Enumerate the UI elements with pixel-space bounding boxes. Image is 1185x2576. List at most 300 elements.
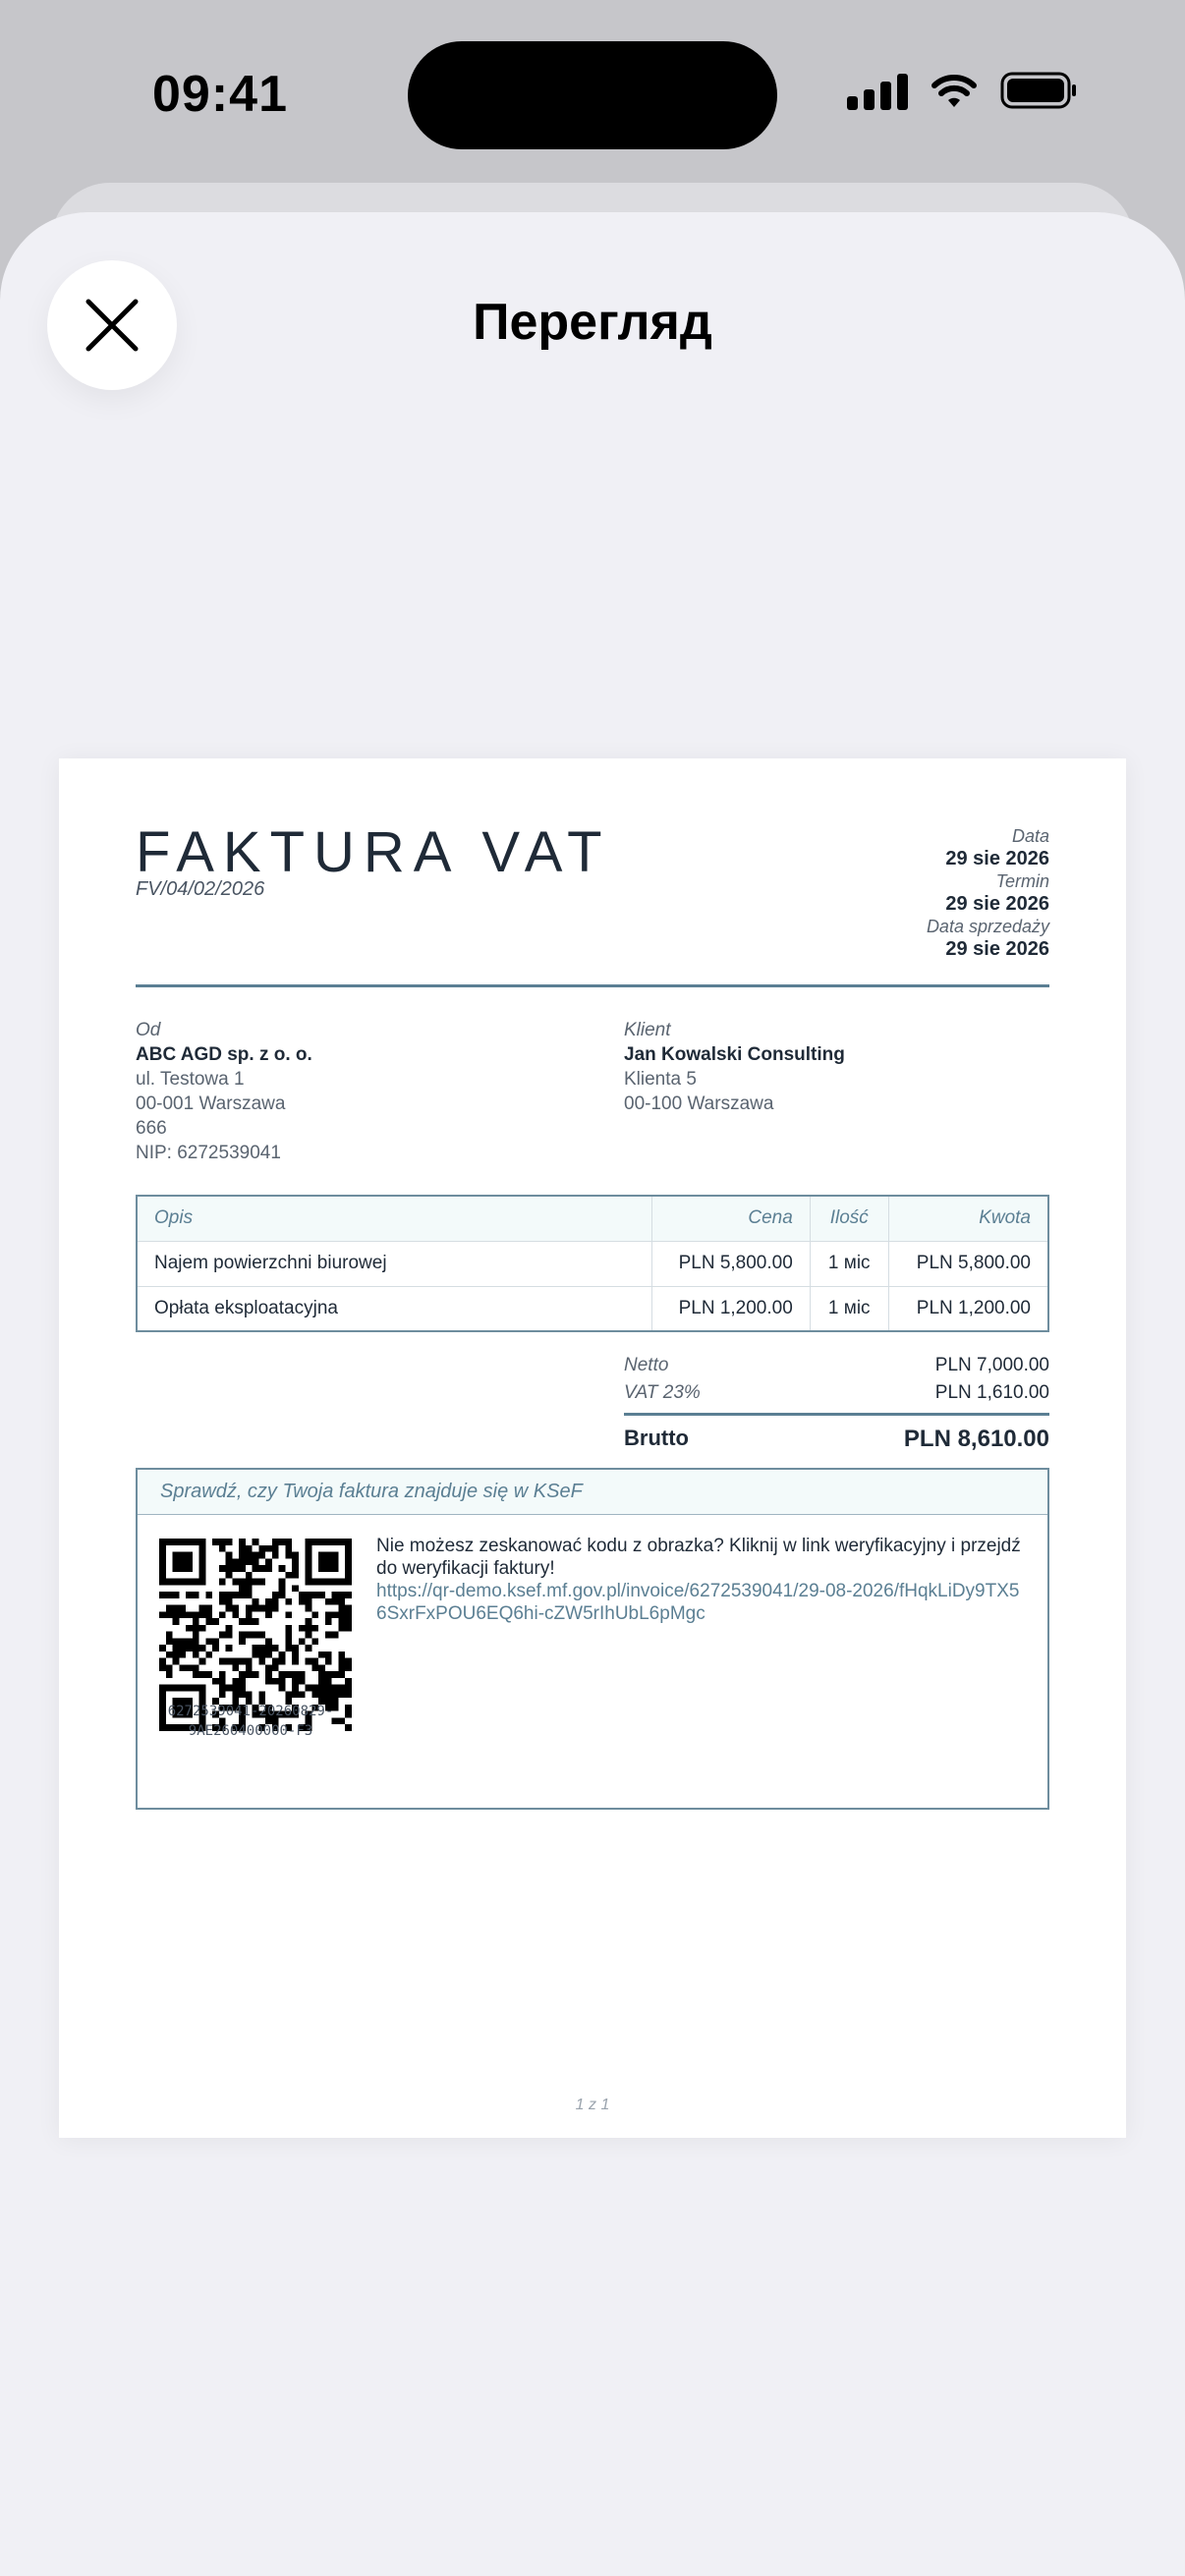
qr-module <box>186 1579 193 1586</box>
qr-module <box>173 1611 180 1618</box>
qr-module <box>239 1539 246 1545</box>
qr-module <box>193 1632 199 1639</box>
qr-module <box>311 1658 318 1665</box>
qr-module <box>272 1552 279 1559</box>
qr-module <box>199 1565 206 1572</box>
qr-module <box>279 1539 286 1545</box>
qr-module <box>258 1545 265 1552</box>
column-header-amount: Kwota <box>888 1196 1048 1241</box>
qr-module <box>272 1598 279 1605</box>
qr-module <box>239 1671 246 1678</box>
qr-module <box>199 1685 206 1692</box>
qr-module <box>159 1658 166 1665</box>
qr-module <box>199 1539 206 1545</box>
qr-module <box>318 1539 325 1545</box>
qr-module <box>265 1652 272 1658</box>
qr-module <box>205 1652 212 1658</box>
item-quantity: 1 міс <box>810 1241 888 1286</box>
brutto-value: PLN 8,610.00 <box>903 1426 1049 1452</box>
qr-module <box>166 1611 173 1618</box>
qr-module <box>338 1671 345 1678</box>
qr-module <box>193 1592 199 1598</box>
qr-module <box>292 1645 299 1652</box>
qr-module <box>345 1545 352 1552</box>
totals-divider <box>624 1413 1049 1416</box>
qr-module <box>272 1678 279 1685</box>
qr-module <box>232 1664 239 1671</box>
qr-module <box>205 1592 212 1598</box>
qr-module <box>186 1592 193 1598</box>
qr-module <box>338 1658 345 1665</box>
qr-module <box>246 1572 253 1579</box>
qr-module <box>246 1545 253 1552</box>
qr-module <box>179 1611 186 1618</box>
netto-row <box>624 1352 1049 1379</box>
qr-module <box>193 1539 199 1545</box>
qr-module <box>299 1625 306 1632</box>
qr-module <box>186 1638 193 1645</box>
qr-module <box>199 1579 206 1586</box>
qr-module <box>272 1592 279 1598</box>
verification-link[interactable]: https://qr-demo.ksef.mf.gov.pl/invoice/6272539041/29-08-2026/fHqkLiDy9TX56SxrFxPOU6EQ6hi-cZW5rIhUbL6pMgc <box>376 1581 1020 1624</box>
qr-module <box>325 1685 332 1692</box>
qr-module <box>325 1658 332 1665</box>
qr-module <box>173 1539 180 1545</box>
qr-module <box>232 1579 239 1586</box>
seller-name: ABC AGD sp. z o. o. <box>136 1044 312 1065</box>
item-amount: PLN 5,800.00 <box>888 1241 1048 1286</box>
qr-module <box>179 1605 186 1612</box>
qr-module <box>345 1605 352 1612</box>
qr-module <box>265 1565 272 1572</box>
qr-module <box>306 1579 312 1586</box>
qr-module <box>159 1645 166 1652</box>
qr-module <box>226 1632 233 1639</box>
table-header-row <box>137 1196 1048 1241</box>
qr-module <box>199 1645 206 1652</box>
date-value: 29 sie 2026 <box>945 848 1049 869</box>
qr-module <box>226 1625 233 1632</box>
qr-module <box>332 1632 339 1639</box>
qr-module <box>199 1658 206 1665</box>
qr-module <box>166 1652 173 1658</box>
qr-caption-line: 6272539041-20260829- <box>167 1704 334 1719</box>
qr-module <box>212 1638 219 1645</box>
qr-module <box>199 1671 206 1678</box>
qr-module <box>311 1539 318 1545</box>
qr-module <box>246 1691 253 1698</box>
qr-module <box>253 1552 259 1559</box>
qr-module <box>285 1638 292 1645</box>
qr-module <box>325 1552 332 1559</box>
qr-module <box>232 1558 239 1565</box>
qr-module <box>292 1558 299 1565</box>
qr-module <box>338 1598 345 1605</box>
qr-module <box>179 1565 186 1572</box>
qr-module <box>199 1605 206 1612</box>
qr-module <box>345 1539 352 1545</box>
qr-module <box>193 1685 199 1692</box>
qr-module <box>345 1592 352 1598</box>
item-quantity: 1 міс <box>810 1286 888 1331</box>
table-row <box>137 1241 1048 1286</box>
qr-module <box>173 1552 180 1559</box>
qr-module <box>159 1579 166 1586</box>
qr-module <box>332 1592 339 1598</box>
netto-label: Netto <box>624 1355 669 1375</box>
qr-module <box>173 1605 180 1612</box>
qr-module <box>219 1598 226 1605</box>
qr-module <box>232 1605 239 1612</box>
seller-label: Od <box>136 1020 161 1040</box>
qr-module <box>325 1611 332 1618</box>
qr-module <box>345 1664 352 1671</box>
wifi-icon <box>930 72 979 109</box>
qr-module <box>292 1658 299 1665</box>
qr-module <box>166 1605 173 1612</box>
qr-module <box>193 1652 199 1658</box>
qr-module <box>159 1572 166 1579</box>
qr-module <box>306 1625 312 1632</box>
qr-module <box>285 1572 292 1579</box>
qr-module <box>318 1652 325 1658</box>
qr-module <box>166 1638 173 1645</box>
qr-module <box>246 1658 253 1665</box>
qr-module <box>306 1572 312 1579</box>
qr-module <box>219 1691 226 1698</box>
qr-module <box>332 1598 339 1605</box>
qr-module <box>179 1685 186 1692</box>
qr-module <box>272 1545 279 1552</box>
qr-module <box>253 1539 259 1545</box>
qr-module <box>279 1592 286 1598</box>
qr-module <box>306 1645 312 1652</box>
brutto-label: Brutto <box>624 1426 689 1450</box>
qr-module <box>239 1545 246 1552</box>
qr-module <box>332 1565 339 1572</box>
seller-address-line: 666 <box>136 1118 167 1139</box>
qr-module <box>173 1618 180 1625</box>
qr-module <box>285 1545 292 1552</box>
qr-module <box>265 1605 272 1612</box>
qr-module <box>279 1678 286 1685</box>
qr-module <box>311 1592 318 1598</box>
qr-caption-line: 9AE260400000-F3 <box>188 1723 313 1739</box>
qr-module <box>173 1685 180 1692</box>
qr-module <box>338 1625 345 1632</box>
item-price: PLN 1,200.00 <box>652 1286 811 1331</box>
qr-module <box>265 1645 272 1652</box>
qr-module <box>272 1645 279 1652</box>
qr-module <box>239 1558 246 1565</box>
qr-module <box>219 1539 226 1545</box>
qr-module <box>166 1539 173 1545</box>
qr-module <box>299 1598 306 1605</box>
qr-module <box>212 1539 219 1545</box>
qr-module <box>279 1652 286 1658</box>
qr-module <box>186 1552 193 1559</box>
qr-module <box>306 1618 312 1625</box>
qr-module <box>285 1611 292 1618</box>
qr-module <box>173 1658 180 1665</box>
qr-module <box>186 1664 193 1671</box>
client-address-line: 00-100 Warszawa <box>624 1093 774 1114</box>
qr-module <box>246 1664 253 1671</box>
qr-module <box>205 1671 212 1678</box>
qr-module <box>173 1579 180 1586</box>
qr-module <box>226 1552 233 1559</box>
qr-module <box>258 1579 265 1586</box>
seller-block <box>136 1018 312 1165</box>
qr-module <box>272 1605 279 1612</box>
qr-module <box>199 1552 206 1559</box>
qr-module <box>345 1678 352 1685</box>
sheet-title: Перегляд <box>473 294 712 351</box>
qr-module <box>292 1585 299 1592</box>
qr-module <box>345 1565 352 1572</box>
qr-module <box>239 1678 246 1685</box>
qr-module <box>258 1565 265 1572</box>
vat-value: PLN 1,610.00 <box>934 1382 1049 1403</box>
qr-module <box>318 1664 325 1671</box>
qr-module <box>345 1658 352 1665</box>
qr-module <box>285 1691 292 1698</box>
qr-module <box>253 1605 259 1612</box>
qr-module <box>345 1558 352 1565</box>
qr-module <box>239 1658 246 1665</box>
qr-module <box>279 1579 286 1586</box>
qr-module <box>173 1652 180 1658</box>
qr-module <box>345 1611 352 1618</box>
qr-module <box>299 1638 306 1645</box>
qr-module <box>292 1691 299 1698</box>
status-icons <box>847 71 1079 110</box>
cellular-signal-icon <box>847 71 908 110</box>
qr-module <box>325 1558 332 1565</box>
qr-module <box>239 1579 246 1586</box>
qr-module <box>325 1539 332 1545</box>
qr-module <box>318 1579 325 1586</box>
qr-module <box>212 1645 219 1652</box>
ksef-instructions <box>376 1535 1028 1625</box>
qr-module <box>239 1685 246 1692</box>
invoice-dates <box>927 825 1049 961</box>
qr-module <box>226 1685 233 1692</box>
qr-module <box>246 1611 253 1618</box>
vat-row <box>624 1379 1049 1407</box>
qr-module <box>246 1585 253 1592</box>
qr-module <box>226 1598 233 1605</box>
qr-module <box>246 1618 253 1625</box>
qr-module <box>285 1598 292 1605</box>
qr-module <box>226 1592 233 1598</box>
qr-module <box>265 1678 272 1685</box>
qr-module <box>199 1625 206 1632</box>
qr-module <box>246 1632 253 1639</box>
qr-module <box>279 1565 286 1572</box>
qr-module <box>186 1685 193 1692</box>
qr-module <box>239 1638 246 1645</box>
qr-module <box>345 1579 352 1586</box>
qr-module <box>325 1618 332 1625</box>
qr-module <box>253 1558 259 1565</box>
client-label: Klient <box>624 1020 671 1040</box>
qr-module <box>173 1565 180 1572</box>
qr-module <box>193 1625 199 1632</box>
qr-module <box>325 1565 332 1572</box>
qr-module <box>205 1638 212 1645</box>
item-description: Najem powierzchni biurowej <box>137 1241 652 1286</box>
qr-module <box>159 1558 166 1565</box>
qr-module <box>173 1638 180 1645</box>
qr-module <box>166 1685 173 1692</box>
qr-module <box>292 1552 299 1559</box>
qr-module <box>232 1565 239 1572</box>
qr-module <box>239 1565 246 1572</box>
qr-module <box>199 1545 206 1552</box>
qr-module <box>179 1558 186 1565</box>
qr-module <box>258 1605 265 1612</box>
qr-module <box>219 1632 226 1639</box>
qr-module <box>325 1598 332 1605</box>
client-name: Jan Kowalski Consulting <box>624 1044 845 1065</box>
qr-module <box>219 1545 226 1552</box>
qr-module <box>279 1585 286 1592</box>
qr-module <box>285 1552 292 1559</box>
qr-module <box>186 1645 193 1652</box>
line-items-table <box>136 1195 1049 1332</box>
qr-module <box>332 1539 339 1545</box>
qr-module <box>338 1579 345 1586</box>
qr-module <box>265 1638 272 1645</box>
qr-module <box>292 1671 299 1678</box>
qr-module <box>299 1691 306 1698</box>
qr-module <box>226 1565 233 1572</box>
qr-module <box>332 1671 339 1678</box>
qr-module <box>318 1691 325 1698</box>
qr-module <box>232 1678 239 1685</box>
qr-module <box>345 1685 352 1692</box>
qr-module <box>258 1552 265 1559</box>
qr-module <box>306 1565 312 1572</box>
qr-module <box>226 1658 233 1665</box>
qr-module <box>159 1552 166 1559</box>
qr-module <box>166 1632 173 1639</box>
qr-module <box>345 1572 352 1579</box>
qr-module <box>159 1592 166 1598</box>
qr-module <box>258 1632 265 1639</box>
qr-module <box>239 1618 246 1625</box>
qr-module <box>226 1645 233 1652</box>
qr-module <box>232 1611 239 1618</box>
qr-module <box>311 1685 318 1692</box>
qr-module <box>193 1645 199 1652</box>
qr-module <box>325 1691 332 1698</box>
battery-icon <box>1000 71 1079 110</box>
invoice-number: FV/04/02/2026 <box>136 878 265 900</box>
table-row <box>137 1286 1048 1331</box>
qr-module <box>179 1638 186 1645</box>
qr-module <box>325 1579 332 1586</box>
ksef-heading: Sprawdź, czy Twoja faktura znajduje się w KSeF <box>138 1470 1047 1515</box>
sale-date-value: 29 sie 2026 <box>945 938 1049 960</box>
qr-module <box>226 1539 233 1545</box>
qr-module <box>345 1625 352 1632</box>
qr-module <box>338 1652 345 1658</box>
qr-module <box>199 1572 206 1579</box>
qr-module <box>219 1671 226 1678</box>
qr-module <box>179 1579 186 1586</box>
qr-module <box>246 1605 253 1612</box>
qr-module <box>239 1552 246 1559</box>
qr-module <box>325 1652 332 1658</box>
brutto-row <box>624 1426 1049 1453</box>
qr-module <box>292 1565 299 1572</box>
qr-module <box>253 1632 259 1639</box>
qr-module <box>219 1592 226 1598</box>
qr-module <box>219 1579 226 1586</box>
qr-module <box>338 1691 345 1698</box>
qr-module <box>311 1664 318 1671</box>
qr-module <box>232 1691 239 1698</box>
qr-module <box>219 1565 226 1572</box>
qr-module <box>318 1558 325 1565</box>
qr-module <box>258 1691 265 1698</box>
qr-module <box>205 1611 212 1618</box>
qr-module <box>306 1592 312 1598</box>
client-address-line: Klienta 5 <box>624 1069 697 1090</box>
qr-module <box>219 1611 226 1618</box>
qr-module <box>306 1598 312 1605</box>
qr-module <box>285 1671 292 1678</box>
qr-module <box>345 1618 352 1625</box>
qr-module <box>186 1558 193 1565</box>
qr-module <box>179 1652 186 1658</box>
qr-module <box>159 1565 166 1572</box>
qr-module <box>332 1579 339 1586</box>
qr-module <box>166 1671 173 1678</box>
qr-module <box>253 1645 259 1652</box>
date-label: Data <box>1011 826 1049 846</box>
qr-module <box>292 1685 299 1692</box>
qr-module <box>212 1618 219 1625</box>
qr-module <box>292 1572 299 1579</box>
qr-module <box>166 1664 173 1671</box>
qr-module <box>253 1652 259 1658</box>
qr-module <box>232 1658 239 1665</box>
qr-module <box>311 1611 318 1618</box>
qr-module <box>258 1652 265 1658</box>
qr-module <box>325 1671 332 1678</box>
qr-module <box>292 1652 299 1658</box>
qr-module <box>239 1592 246 1598</box>
qr-module <box>332 1691 339 1698</box>
qr-module <box>186 1539 193 1545</box>
ksef-instruction-text: Nie możesz zeskanować kodu z obrazka? Kliknij w link weryfikacyjny i przejdź do weryfikacji faktury! <box>376 1536 1021 1579</box>
status-time: 09:41 <box>152 66 288 123</box>
qr-module <box>199 1558 206 1565</box>
qr-module <box>285 1625 292 1632</box>
qr-module <box>193 1671 199 1678</box>
qr-module <box>318 1592 325 1598</box>
qr-module <box>299 1671 306 1678</box>
qr-module <box>318 1671 325 1678</box>
qr-module <box>219 1685 226 1692</box>
qr-module <box>318 1552 325 1559</box>
qr-module <box>253 1671 259 1678</box>
qr-module <box>338 1685 345 1692</box>
qr-module <box>279 1658 286 1665</box>
